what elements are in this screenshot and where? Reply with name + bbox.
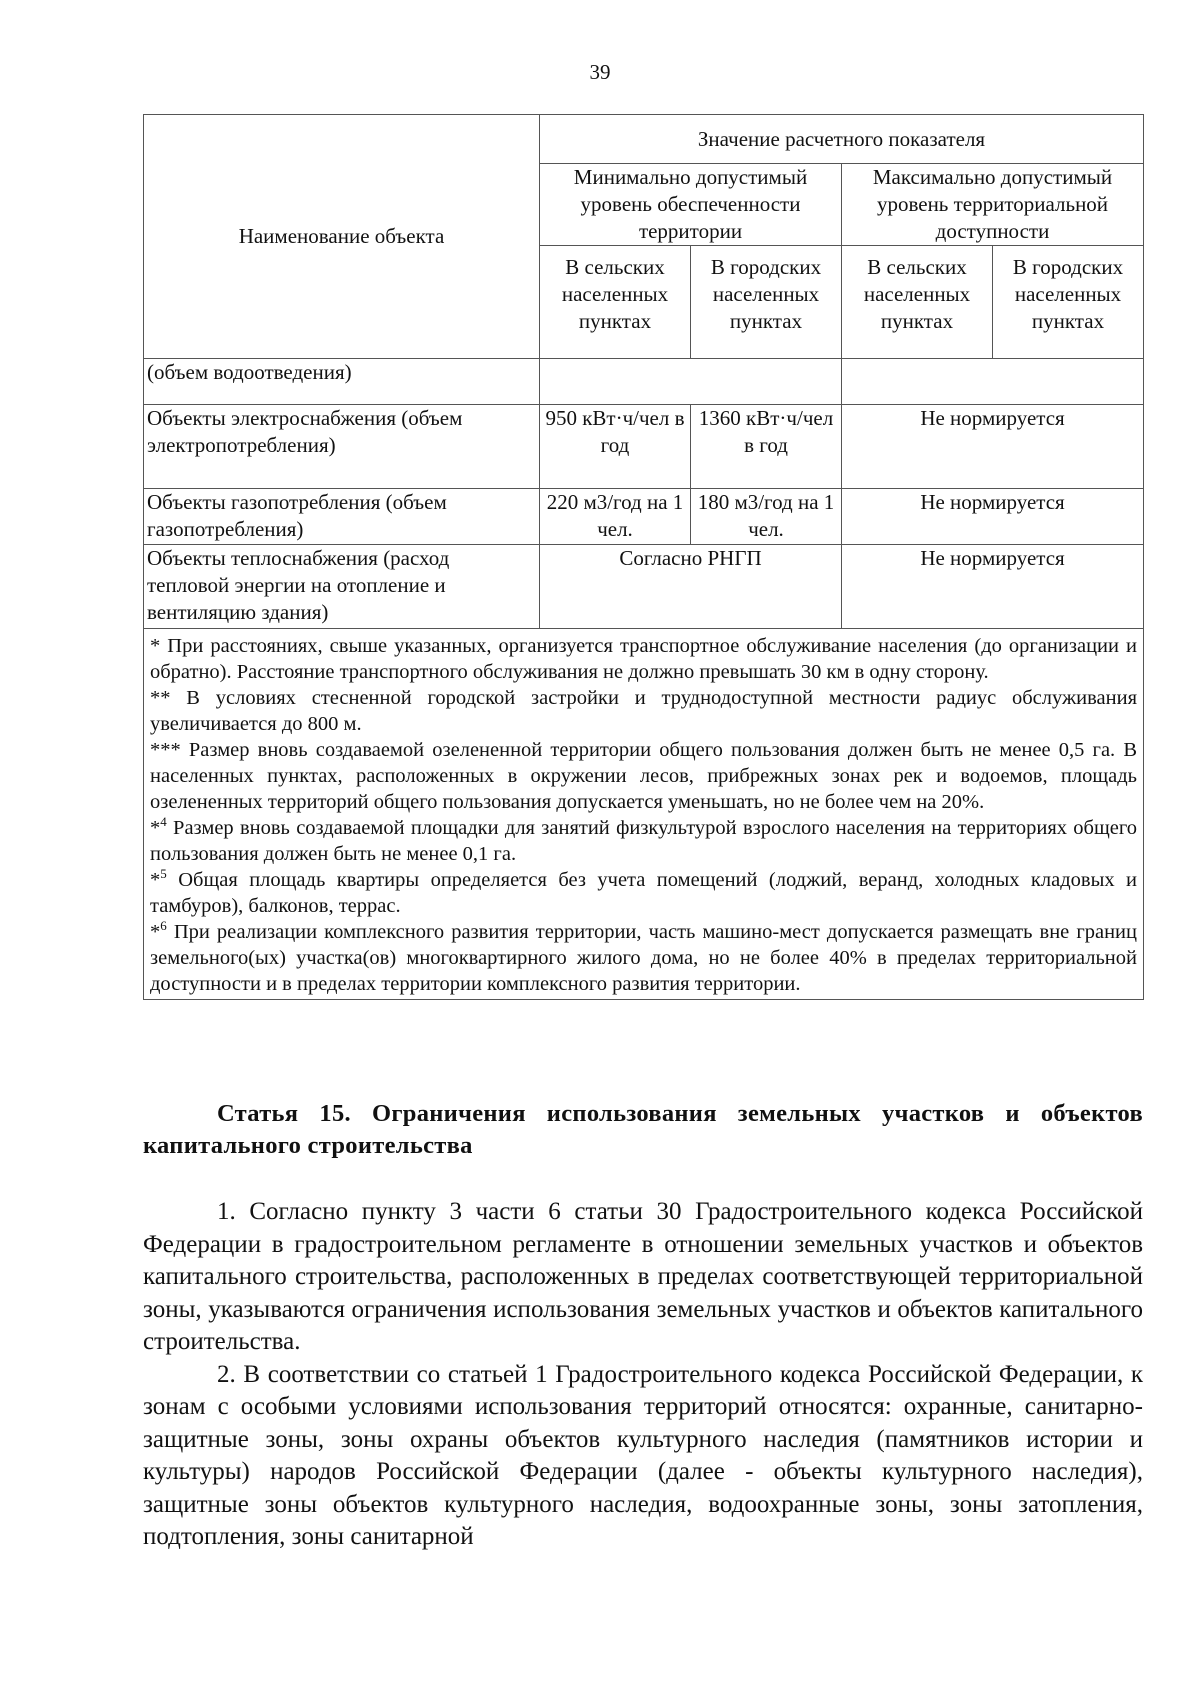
row-max: Не нормируется	[842, 545, 1144, 629]
row-max: Не нормируется	[842, 405, 1144, 489]
footnote	[150, 867, 1137, 919]
footnote-marker: **	[150, 687, 171, 709]
article-title: Статья 15. Ограничения использования земельных участков и объектов капитального строительства	[143, 1100, 1143, 1159]
footnote-marker: *	[150, 635, 161, 657]
row-min-merged	[540, 359, 842, 405]
header-indicator-value: Значение расчетного показателя	[540, 115, 1144, 164]
footnote-sup: 4	[160, 814, 167, 830]
row-rural-min: 220 м3/год на 1 чел.	[540, 489, 691, 545]
footnote-text: Общая площадь квартиры определяется без учета помещений (лоджий, веранд, холодных кладовых и тамбуров), балконов, террас.	[150, 869, 1138, 917]
row-rural-min: 950 кВт·ч/чел в год	[540, 405, 691, 489]
paragraph: 2. В соответствии со статьей 1 Градостроительного кодекса Российской Федерации, к зонам с особыми условиями использования территорий относятся: охранные, санитарно-защитные зоны, зоны охраны объектов культурного наследия (памятников истории и культуры) народов Российской Федерации (далее - объекты культурного наследия), защитные зоны объектов культурного наследия, водоохранные зоны, зоны затопления, подтопления, зоны санитарной	[143, 1360, 1143, 1550]
table-row	[144, 405, 1144, 489]
header-max-rural: В сельских населенных пунктах	[842, 246, 993, 359]
table-footnotes	[144, 629, 1144, 1000]
footnote-text: При расстояниях, свыше указанных, организуется транспортное обслуживание населения (до организации и обратно). Расстояние транспортного обслуживания не должно превышать 30 км в одну сторону.	[150, 635, 1137, 683]
footnote-text: Размер вновь создаваемой озелененной территории общего пользования должен быть не менее 0,5 га. В населенных пунктах, расположенных в окружении лесов, прибрежных зонах рек и водоемов, площадь озелененных территорий общего пользования допускается уменьшать, но не более чем на 20%.	[150, 739, 1137, 813]
row-min-merged: Согласно РНГП	[540, 545, 842, 629]
paragraph: 1. Согласно пункту 3 части 6 статьи 30 Градостроительного кодекса Российской Федерации в градостроительном регламенте в отношении земельных участков и объектов капитального строительства, расположенных в пределах соответствующей территориальной зоны, указываются ограничения использования земельных участков и объектов капитального строительства.	[143, 1198, 1143, 1355]
row-urban-min: 180 м3/год на 1 чел.	[691, 489, 842, 545]
footnote	[150, 685, 1137, 737]
footnote-marker: *	[150, 921, 161, 943]
footnote-sup: 5	[160, 866, 167, 882]
row-name: (объем водоотведения)	[144, 359, 540, 405]
header-min-level: Минимально допустимый уровень обеспеченности территории	[540, 164, 842, 246]
table-row	[144, 545, 1144, 629]
header-max-urban: В городских населенных пунктах	[993, 246, 1144, 359]
row-max	[842, 359, 1144, 405]
header-object-name: Наименование объекта	[144, 115, 540, 359]
footnote-marker: *	[150, 869, 161, 891]
header-max-level: Максимально допустимый уровень территориальной доступности	[842, 164, 1144, 246]
footnote	[150, 919, 1137, 997]
footnote-sup: 6	[160, 918, 167, 934]
table-row	[144, 359, 1144, 405]
table-row	[144, 489, 1144, 545]
footnote-text: Размер вновь создаваемой площадки для занятий физкультурой взрослого населения на территориях общего пользования должен быть не менее 0,1 га.	[150, 817, 1138, 865]
footnote-marker: ***	[150, 739, 181, 761]
article-body	[143, 1196, 1143, 1554]
header-min-urban: В городских населенных пунктах	[691, 246, 842, 359]
norms-table	[143, 114, 1144, 1000]
page-number: 39	[589, 60, 611, 84]
footnote-text: При реализации комплексного развития территории, часть машино-мест допускается размещать вне границ земельного(ых) участка(ов) многоквартирного жилого дома, но не более 40% в пределах территориальной доступности и в пределах территории комплексного развития территории.	[150, 921, 1137, 995]
header-min-rural: В сельских населенных пунктах	[540, 246, 691, 359]
row-max: Не нормируется	[842, 489, 1144, 545]
row-name: Объекты теплоснабжения (расход тепловой энергии на отопление и вентиляцию здания)	[144, 545, 540, 629]
footnote	[150, 633, 1137, 685]
footnote-text: В условиях стесненной городской застройки и труднодоступной местности радиус обслуживания увеличивается до 800 м.	[150, 687, 1137, 735]
footnote	[150, 815, 1137, 867]
row-urban-min: 1360 кВт·ч/чел в год	[691, 405, 842, 489]
row-name: Объекты электроснабжения (объем электропотребления)	[144, 405, 540, 489]
row-name: Объекты газопотребления (объем газопотребления)	[144, 489, 540, 545]
footnote	[150, 737, 1137, 815]
footnote-marker: *	[150, 817, 161, 839]
